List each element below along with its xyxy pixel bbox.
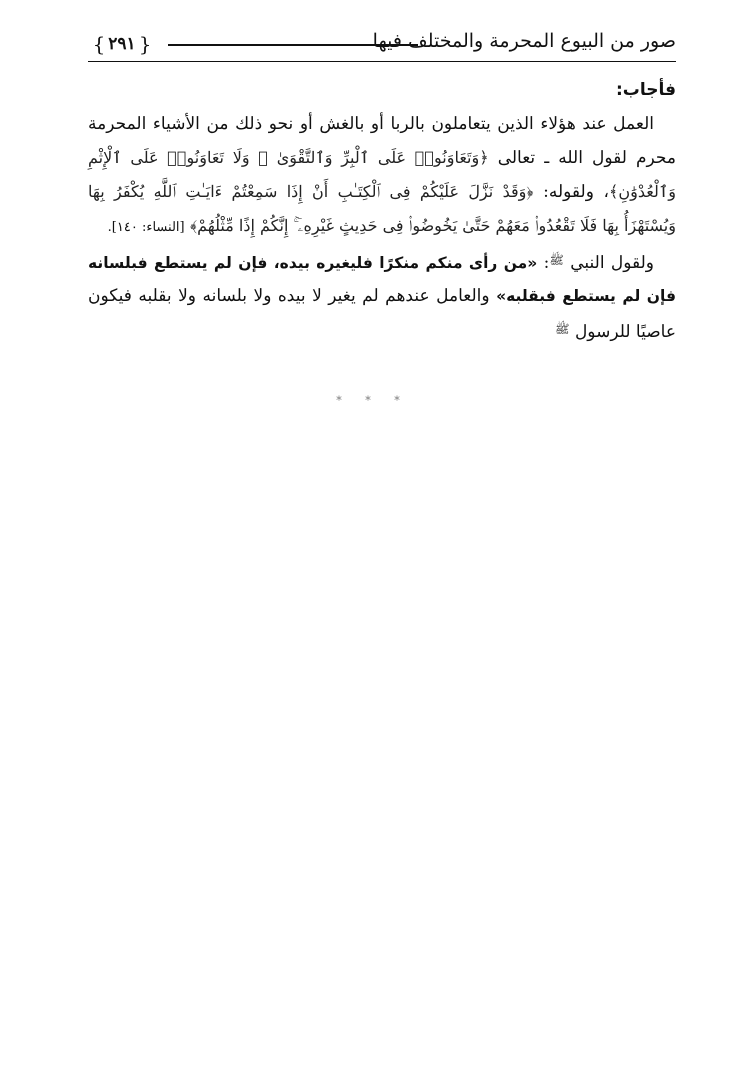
paragraph-ruling: [88, 108, 676, 244]
hadith-quote: «من رأى منكم منكرًا فليغيره بيده، فإن لم يستطع فبلسانه فإن لم يستطع فبقلبه»: [88, 254, 676, 305]
header-underline: [88, 61, 676, 62]
left-brace-ornament: {: [92, 32, 106, 56]
page-number: [88, 30, 156, 58]
salutation-glyph: ﷺ: [549, 253, 564, 267]
quran-verse-cooperation: ﴿وَتَعَاوَنُوا۟ عَلَى ٱلْبِرِّ وَٱلتَّقْوَىٰ ۖ وَلَا تَعَاوَنُوا۟ عَلَى ٱلْإِثْمِ وَٱلْعُدْوَٰنِ﴾: [88, 148, 676, 201]
page-number-value: ٢٩١: [108, 34, 136, 54]
paragraph-hadith: [88, 244, 676, 349]
section-separator: * * *: [336, 394, 410, 407]
hadith-intro: ولقول النبي: [570, 253, 655, 273]
verse-citation: [النساء: ١٤٠].: [107, 220, 185, 235]
hadith-colon: :: [543, 253, 550, 273]
running-title: صور من البيوع المحرمة والمختلف فيها: [372, 30, 676, 52]
quran-verse-nisa: ﴿وَقَدْ نَزَّلَ عَلَيْكُمْ فِى ٱلْكِتَـٰبِ أَنْ إِذَا سَمِعْتُمْ ءَايَـٰتِ ٱللَّهِ يُكْفَرُ بِهَا وَيُسْتَهْزَأُ بِهَا فَلَا تَقْعُدُوا۟ مَعَهُمْ حَتَّىٰ يَخُوضُوا۟ فِى حَدِيثٍ غَيْرِهِۦٓ ۚ إِنَّكُمْ إِذًا مِّثْلُهُمْ﴾: [88, 182, 676, 235]
answer-heading: فأجاب:: [615, 80, 676, 100]
right-brace-ornament: }: [138, 32, 152, 56]
salutation-glyph-end: ﷺ: [555, 322, 570, 336]
page-header: [88, 28, 676, 68]
ruling-text: العمل عند هؤلاء الذين يتعاملون بالربا أو بالغش أو نحو ذلك من الأشياء المحرمة محرم لقول الله ـ تعالى: [88, 114, 677, 168]
header-rule: [168, 44, 418, 46]
hadith-conclusion: والعامل عندهم لم يغير لا بيده ولا بلسانه ولا بقلبه فيكون عاصيًا للرسول: [88, 286, 676, 342]
ruling-connector: ، ولقوله:: [543, 182, 610, 202]
page-content: [88, 76, 676, 349]
